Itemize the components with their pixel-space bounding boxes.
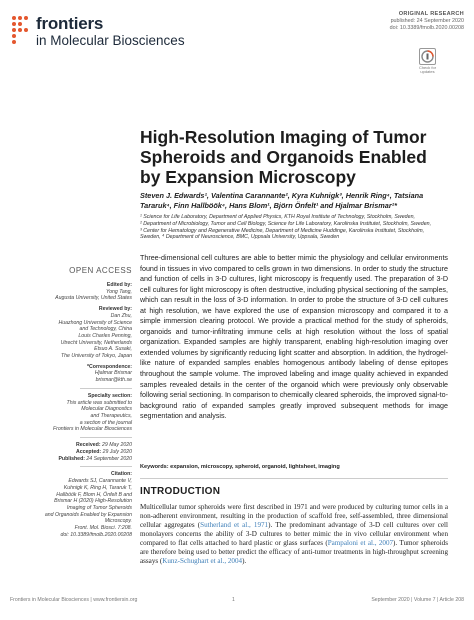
affiliation-line: ¹ Science for Life Laboratory, Department of Applied Physics, KTH Royal Institute of Technology, Stockholm, Sweden, — [140, 214, 415, 220]
reviewer-line: The University of Tokyo, Japan — [60, 353, 132, 360]
citation-line: Imaging of Tumor Spheroids — [66, 504, 132, 511]
published-label: Published: — [58, 455, 85, 462]
frontiers-logo-icon — [10, 16, 32, 46]
citation-line: Microscopy. — [104, 518, 132, 525]
reviewed-by-label: Reviewed by: — [98, 306, 132, 313]
published-date-sidebar — [16, 456, 132, 463]
intro-text-run: Multicellular tumor spheroids were first described in 1971 and were produced by culturing tumor cells in a non-adherent environment, resulting in the production of scaffold free, self-assembled, three dimensional cellular aggregates ( — [140, 503, 448, 529]
reviewer-line: Etsuo A. Susaki, — [94, 346, 132, 353]
specialty-line: a section of the journal — [79, 419, 132, 426]
brand-name: frontiers — [36, 14, 104, 33]
citation-line: Edwards SJ, Carannante V, — [68, 478, 132, 485]
article-dates — [16, 442, 132, 462]
specialty-line: This article was submitted to — [66, 399, 132, 406]
citation-line: Hallböök F, Blom H, Önfelt B and — [56, 491, 132, 498]
citation — [16, 471, 132, 538]
journal-name: in Molecular Biosciences — [36, 33, 185, 48]
accepted-value: 29 July 2020 — [102, 448, 132, 455]
introduction-text — [140, 503, 448, 566]
accepted-label: Accepted: — [76, 448, 102, 455]
article-type: ORIGINAL RESEARCH — [398, 11, 464, 17]
received-label: Received: — [76, 442, 101, 449]
divider — [80, 388, 132, 389]
article-title: High-Resolution Imaging of Tumor Spheroids and Organoids Enabled by Expansion Microscopy — [140, 127, 427, 187]
affiliation-line: ² Department of Microbiology, Tumor and Cell Biology, Science for Life Laboratory, Karolinska Institutet, Stockholm, Sweden, — [140, 220, 432, 227]
edited-by — [16, 282, 132, 302]
citation-line: Brismar H (2020) High-Resolution — [54, 498, 132, 505]
citation-link[interactable]: Sutherland et al., 1971 — [200, 520, 269, 529]
specialty-line: Frontiers in Molecular Biosciences — [53, 426, 132, 433]
specialty-line: Molecular Diagnostics — [81, 406, 132, 413]
editor-affiliation: Augusta University, United States — [55, 295, 132, 302]
intro-text-run: ). Tumor spheroids are therefore being used to better predict the efficacy of anti-tumor treatments in high-throughput screening assays ( — [140, 538, 448, 565]
affiliation-line: Sweden, ⁴ Department of Neuroscience, BMC, Uppsala University, Uppsala, Sweden — [140, 234, 340, 241]
journal-logo[interactable] — [10, 12, 215, 50]
footer-journal[interactable]: Frontiers in Molecular Biosciences | www.frontiersin.org — [10, 597, 138, 603]
correspondence — [16, 364, 132, 384]
published-date: published: 24 September 2020 — [390, 18, 464, 24]
reviewed-by — [16, 306, 132, 360]
correspondence-label: *Correspondence: — [87, 363, 132, 370]
article-meta — [390, 11, 464, 32]
section-divider — [140, 478, 448, 479]
correspondence-name: Hjalmar Brismar — [94, 370, 132, 377]
divider — [80, 437, 132, 438]
received-date — [16, 442, 132, 449]
citation-label: Citation: — [110, 471, 132, 478]
received-value: 29 May 2020 — [102, 442, 132, 449]
intro-text-run: ). The predominant advantage of 3-D cell cultures over cell monolayers concerns the ability of 3-D cultures to better mimic the in vivo cellular environment when compared to flat cells attached to hard plastic or glass surfaces ( — [140, 520, 448, 547]
page-number: 1 — [232, 597, 235, 603]
citation-link[interactable]: Kunz-Schughart et al., 2004 — [162, 556, 243, 565]
crossmark-label: Check for updates — [418, 65, 437, 74]
correspondence-email[interactable]: brismar@kth.se — [95, 377, 132, 384]
footer-issue: September 2020 | Volume 7 | Article 208 — [371, 597, 464, 603]
crossmark-icon[interactable] — [419, 48, 436, 65]
editor-name: Yong Tang, — [105, 288, 132, 295]
citation-line: Front. Mol. Biosci. 7:208. — [74, 525, 132, 532]
intro-text-run: ). — [242, 556, 247, 565]
citation-line: and Organoids Enabled by Expansion — [44, 511, 132, 518]
reviewer-line: and Technology, China — [79, 326, 132, 333]
affiliation-line: ³ Center for Hematology and Regenerative Medicine, Department of Medicine Huddinge, Karolinska Institutet, Stockholm, — [140, 227, 425, 234]
citation-doi[interactable]: doi: 10.3389/fmolb.2020.00208 — [60, 531, 132, 538]
author-list: Steven J. Edwards¹, Valentina Carannante², Kyra Kuhnigk³, Henrik Ring⁴, Tatsiana Tararuk⁴, Finn Hallböök⁴, Hans Blom¹, Björn Önfelt¹ and Hjalmar Brismar¹* — [140, 191, 424, 210]
specialty-label: Specialty section: — [87, 392, 132, 399]
specialty-section — [16, 393, 132, 433]
keywords: Keywords: expansion, microscopy, spheroid, organoid, lightsheet, imaging — [140, 464, 340, 470]
citation-link[interactable]: Pampaloni et al., 2007 — [327, 538, 394, 547]
citation-line: Kuhnigk K, Ring H, Tararuk T, — [63, 484, 132, 491]
section-heading-introduction: INTRODUCTION — [140, 486, 221, 497]
divider — [80, 466, 132, 467]
specialty-line: and Therapeutics, — [90, 412, 132, 419]
reviewer-line: Louis Charles Penning, — [78, 332, 132, 339]
abstract: Three-dimensional cell cultures are able to better mimic the physiology and cellular environments found in tissues in vivo compared to cells grown in two dimensions. In order to study the structure and function of cells in 3-D cultures, light microscopy is frequently used. The preparation of 3-D cell cultures for light microscopy is often destructive, including physical sectioning of the samples, which can result in the loss of 3-D information. In order to probe the structure of 3-D cell cultures at high resolution, we have explored the use of expansion microscopy and compared it to a simple immersion clearing protocol. We provide a practical method for the study of spheroids, organoids and tumor-infiltrating immune cells at high resolution without the loss of spatial organization. Expanded samples are highly transparent, enabling high-resolution imaging over extended volumes by significantly reducing light scatter and absorption. In addition, the hydrogel-like nature of expanded samples enables homogenous antibody labeling of dense epitopes throughout the sample volume. The improved labeling and image quality achieved in expanded samples revealed details in the center of the organoid which were previously only observable following serial sectioning. In comparison to chemically cleared spheroids, the improved signal-to-background ratio of expanded samples greatly improved subsequent methods for image segmentation and analysis. — [140, 254, 448, 421]
reviewer-line: Huazhong University of Science — [58, 319, 132, 326]
edited-by-label: Edited by: — [106, 282, 132, 288]
affiliations — [140, 214, 450, 241]
crossmark-glyph-icon — [420, 49, 435, 64]
published-value: 24 September 2020 — [86, 455, 132, 462]
reviewer-line: Utrecht University, Netherlands — [60, 339, 132, 346]
accepted-date — [16, 449, 132, 456]
open-access-label: OPEN ACCESS — [69, 266, 132, 275]
sidebar — [16, 266, 132, 542]
doi-link[interactable]: doi: 10.3389/fmolb.2020.00208 — [389, 25, 464, 31]
reviewer-line: Dan Zhu, — [110, 312, 132, 319]
